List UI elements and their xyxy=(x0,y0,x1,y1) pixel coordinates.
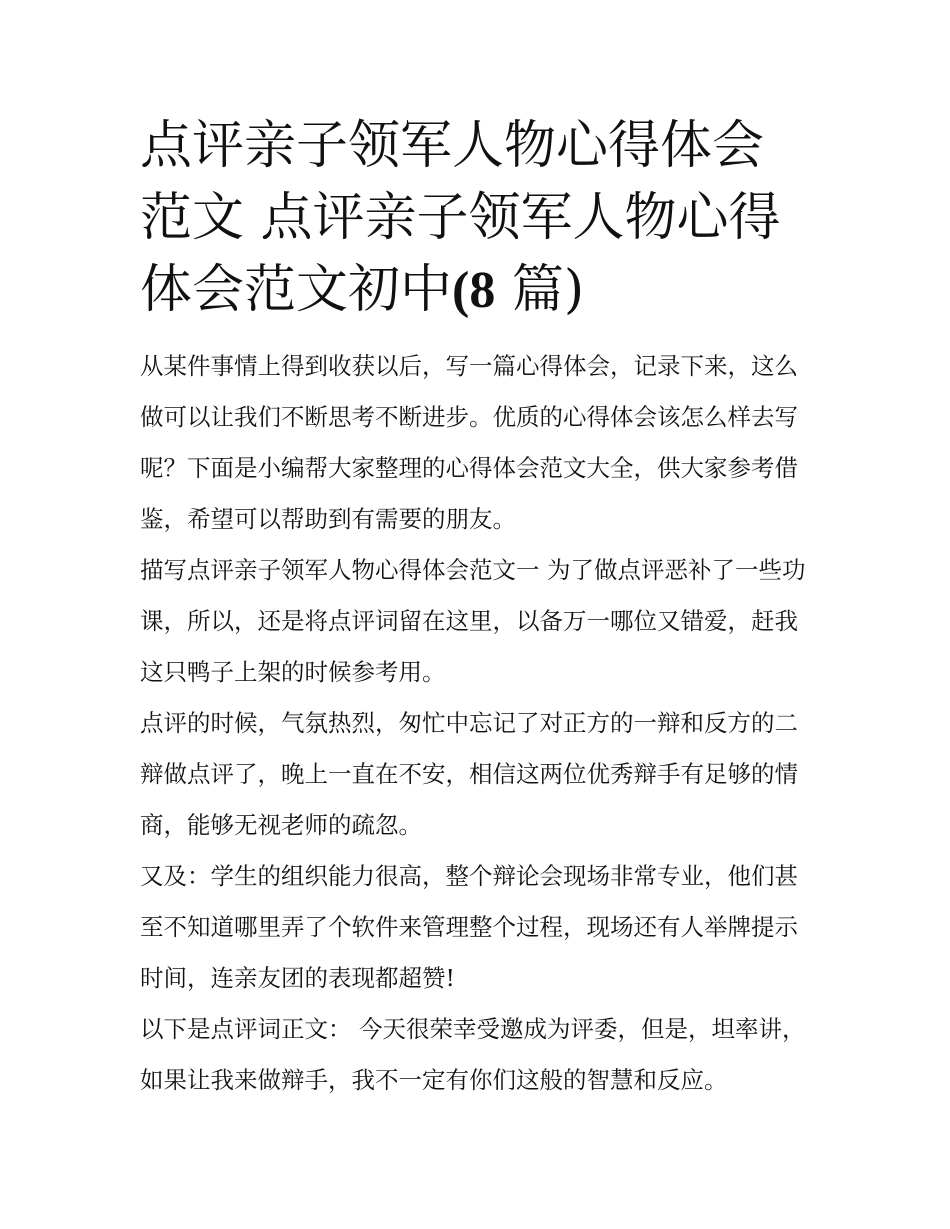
paragraph-3: 又及：学生的组织能力很高，整个辩论会现场非常专业，他们甚至不知道哪里弄了个软件来管理整个过程，现场还有人举牌提示时间，连亲友团的表现都超赞! xyxy=(140,862,798,992)
title-text: 点评亲子领军人物心得体会范文 点评亲子领军人物心得体会范文初中 xyxy=(140,116,781,320)
paragraph-4: 以下是点评词正文： 今天很荣幸受邀成为评委，但是，坦率讲，如果让我来做辩手，我不一定有你们这般的智慧和反应。 xyxy=(140,1015,806,1094)
document-body xyxy=(140,341,812,1106)
title-suffix: 篇) xyxy=(511,260,585,320)
document-page xyxy=(140,110,812,1106)
title-count: (8 xyxy=(452,262,496,319)
document-title xyxy=(140,110,812,327)
paragraph-intro: 从某件事情上得到收获以后，写一篇心得体会，记录下来，这么做可以让我们不断思考不断进步。优质的心得体会该怎么样去写呢？下面是小编帮大家整理的心得体会范文大全，供大家参考借鉴，希望可以帮助到有需要的朋友。 xyxy=(140,352,798,533)
paragraph-2: 点评的时候，气氛热烈，匆忙中忘记了对正方的一辩和反方的二辩做点评了，晚上一直在不安，相信这两位优秀辩手有足够的情商，能够无视老师的疏忽。 xyxy=(140,709,798,839)
paragraph-1: 描写点评亲子领军人物心得体会范文一 为了做点评恶补了一些功课，所以，还是将点评词留在这里，以备万一哪位又错爱，赶我这只鸭子上架的时候参考用。 xyxy=(140,556,806,686)
